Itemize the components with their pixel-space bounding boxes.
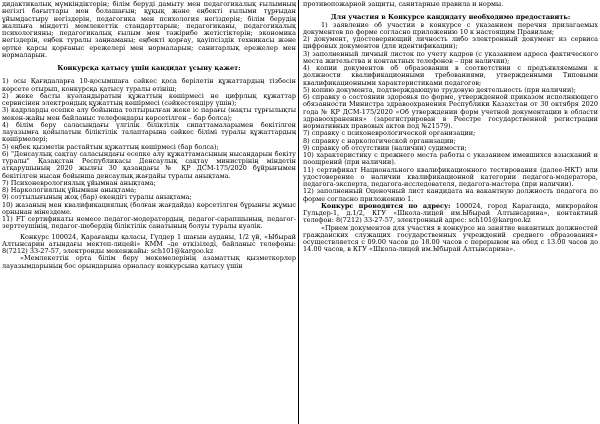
- russian-item-5: 5) копию документа, подтверждающую трудовую деятельность (при наличии);: [303, 85, 576, 94]
- intro-paragraph: дидактикалық мүмкіндіктерін; білім беруді дамыту мен педагогикалық ғылымның негізгі бағыттары мен болашағын; құқық және еңбекті ғылыми тұрғыдан ұйымдастыру негіздерін, педагогика мен психология негіздерін; білім берудің жалпыға міндетті мемлекеттік стандарттарын; педагогиканы, педагогикалық психологияны; педагогикалық ғылым мен тәжірибе жетістіктерін; экономика негіздерін, еңбек туралы заңнаманы; еңбекті қорғау, қауіпсіздік техникасы және өртке қарсы қорғаныс ережелері мен нормаларын; санитарлық ережелер мен нормаларын.: [2, 0, 296, 59]
- kazakh-contest-address: Конкурс 100024, Қарағанды қаласы, Гүлдер 1 шағын ауданы, 1/2 үй, «Ыбырай Алтынсарин атындағы мектеп-лицейі» КММ –де өткізіледі, байланыс телефоны: 8(7212) 33-27-57, электронды мекенжайы: sch101@kargoo.kz: [2, 232, 296, 255]
- russian-item-10: 10) характеристику с прежнего места работы с указанием имевшихся взысканий и поощрений (при наличии).: [303, 151, 598, 167]
- russian-top-line: противопожарной защиты, санитарные правила и нормы.: [303, 0, 504, 8]
- kazakh-item-1: 1) осы Қағидаларға 10-қосымшаға сәйкес қоса берілетін құжаттардың тізбесін көрсете отырып, конкурсқа қатысу туралы өтініш;: [2, 77, 296, 93]
- russian-contest-label: Конкурс проводится по адресу:: [321, 201, 451, 210]
- russian-item-3: 3) заполненный личный листок по учету кадров (с указанием адреса фактического места жительства и контактных телефонов – при наличии);: [303, 49, 598, 65]
- kazakh-item-3: 3) кадрларды есепке алу бойынша толтырылған жеке іс парағы (нақты тұрғылықты мекен-жайы мен байланыс телефондары көрсетілген – бар болса);: [2, 106, 296, 122]
- russian-item-2: 2) документ, удостоверяющий личность либо электронный документ из сервиса цифровых документов (для идентификации);: [303, 35, 598, 51]
- russian-item-11: 11) сертификат Национального квалификационного тестирования (далее-НКТ) или удостоверение о наличии квалификационной категории педагога-модератора, педагога-эксперта, педагога-исследователя, педагога-мастера (при наличии).: [303, 165, 598, 188]
- russian-item-12: 12) заполненный Оценочный лист кандидата на вакантную должность педагога по форме согласно приложению 1.: [303, 187, 598, 203]
- russian-item-1: 1) заявление об участии в конкурсе с указанием перечня прилагаемых документов по форме согласно приложению 10 к настоящим Правилам;: [303, 20, 598, 36]
- kazakh-requirements-heading: Конкурсқа қатысу үшін кандидат ұсыну қажет:: [57, 64, 241, 72]
- kazakh-item-7: 7) Психоневрологиялық ұйымнан анықтама;: [2, 178, 156, 187]
- russian-item-8: 8) справку с наркологической организации;: [303, 136, 456, 145]
- russian-item-7: 7) справку с психоневрологической организации;: [303, 129, 476, 138]
- kazakh-item-4: 4) білім беру саласындағы үлгілік біліктілік сипаттамаларымен бекітілген лауазымға қойылатын біліктілік талаптарына сәйкес білімі туралы құжаттардың көшірмелері;: [2, 120, 296, 144]
- russian-contest-address-text: 100024, город Караганда, микрорайон Гульдер-1, д.1/2, КГУ «Школа-лицей им.Ыбырай Алтынсарина», контактный телефон: 8(7212) 33-27-57, электронный адрес: sch101@kargoo.kz: [303, 201, 598, 225]
- kazakh-item-5: 5) еңбек қызметін растайтын құжаттың көшірмесі (бар болса);: [2, 142, 219, 151]
- kazakh-item-8: 8) Наркологиялық ұйымнан анықтама;: [2, 186, 137, 194]
- russian-closing-paragraph: «Прием документов для участия в конкурсе на занятие вакантных должностей гражданских служащих государственных учреждений среднего образования» осуществляется с 09.00 часов до 18.00 часов с перерывом на обед с 13.00 часов до 14.00 часов, в КГУ «Школа-лицей им.Ыбырай Алтынсарина».: [303, 223, 598, 254]
- kazakh-closing-paragraph: «Мемлекеттік орта білім беру мекемелерінің азаматтық қызметкерлер лауазымдарының бос орындарына орналасу конкурсына қатысу үшін: [2, 254, 296, 270]
- kazakh-item-9: 9) соттылығының жоқ (бар) екендігі туралы анықтама;: [2, 193, 192, 202]
- kazakh-item-10: 10) жазаның мен квалификациялық (болған жағдайда) көрсетілген бұрынғы жұмыс орнынан мінездеме.: [2, 200, 296, 216]
- russian-requirements-heading: Для участия в Конкурсе кандидату необходимо предоставить:: [330, 13, 571, 22]
- russian-contest-address: [303, 203, 598, 225]
- kazakh-item-6: 6) "Денсаулық сақтау саласындағы есепке алу құжаттамасының нысандарын бекіту туралы" Қазақстан Республикасы Денсаулық сақтау министрінің міндетін атқарушының 2020 жылғы 30 қазандағы № ҚР ДСМ-175/2020 бұйрығымен бекітілген нысан бойынша денсаулық жағдайы туралы анықтама.: [2, 149, 296, 180]
- kazakh-item-2: 2) жеке басты куәландыратын құжаттың көшірмесі не цифрлық құжаттар сервисінен электрондық құжаттың көшірмесі (сәйкестендіру үшін);: [2, 91, 296, 107]
- russian-column: [299, 0, 600, 424]
- russian-item-6: 6) справку о состоянии здоровья по форме, утвержденной приказом исполняющего обязанности Министра здравоохранения Республики Казахстан от 30 октября 2020 года № ҚР ДСМ-175/2020 «Об утверждении форм учетной документации в области здравоохранения» (зарегистрирован в Реестре государственной регистрации нормативных правовых актов под №21579).: [303, 93, 598, 130]
- russian-item-9: 9) справку об отсутствии (наличии) судимости;: [303, 143, 467, 152]
- kazakh-column: [0, 0, 299, 424]
- kazakh-item-11: 11) FT сертификаты немесе педагог-модератордың, педагог-сарапшының, педагог-зерттеушінің, педагог-шебердің біліктілік санатының болуы туралы куәлік.: [2, 215, 296, 231]
- russian-item-4: 4) копии документов об образовании в соответствии с предъявляемыми к должности квалификационными требованиями, утвержденными Типовыми квалификационными характеристиками педагогов;: [303, 64, 598, 87]
